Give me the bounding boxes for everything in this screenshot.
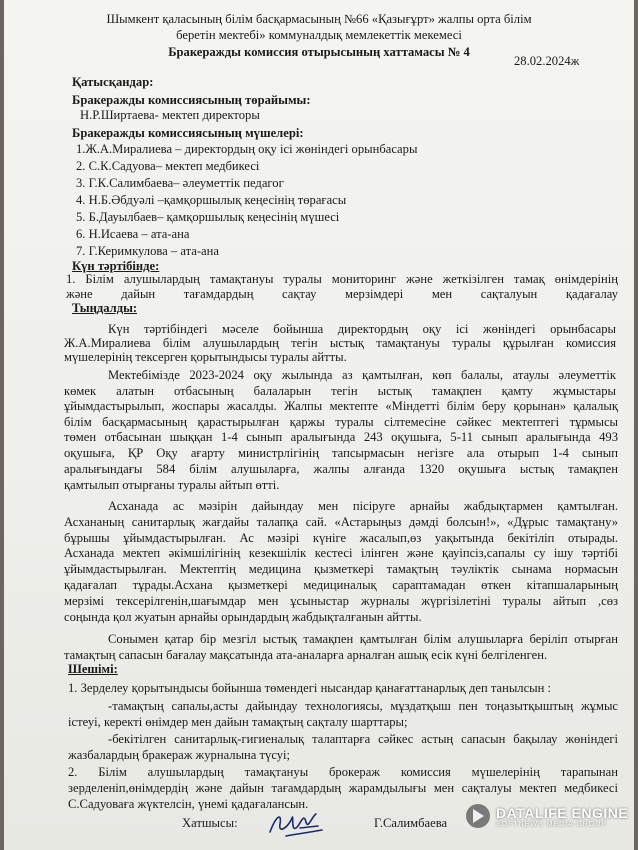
body-line: ұйымдастырылып, жоспары жасалды. Жалпы мектепте «Міндетті білім беру қорынан» қалалық bbox=[64, 399, 618, 413]
play-logo-icon bbox=[466, 804, 490, 828]
listened-heading: Тыңдалды: bbox=[72, 301, 138, 315]
body-line: қамтылып отырғаны туралы айтып өтті. bbox=[64, 478, 280, 492]
secretary-label: Хатшысы: bbox=[182, 816, 238, 830]
document-date: 28.02.2024ж bbox=[514, 54, 580, 68]
watermark-main: DATALIFE ENGINE bbox=[496, 804, 629, 821]
body-line: қадағалап тұрады.Асхана қызметкері медициналық сараптамадан өткен кітапшаларының bbox=[64, 578, 618, 592]
body-line: Асханада мектеп әкімшілігінің кезекшілік кестесі ілінген және қауіпсіз,сапалы су ішу тәртібі bbox=[64, 546, 618, 560]
body-line: мерзімі тексерілгенін,шағымдар мен ұсыныстар журналы жүргізілетіні туралы айтып ,сөз bbox=[64, 594, 618, 608]
body-line: мүшелерінің тексерген қорытындысы туралы айтты. bbox=[64, 350, 347, 364]
header-line-1: Шымкент қаласының білім басқармасының №66 «Қазығұрт» жалпы орта білім bbox=[106, 12, 532, 26]
body-line: ұйымдастырылған. Мектептің медицина қызметкері тамақтың тәуліктік сынама нормасын bbox=[64, 562, 618, 576]
decision-line: жазбалардың бракераж журналына түсуі; bbox=[68, 748, 291, 762]
body-line: тамақтың сапасын бағалау мақсатында ата-аналарға арналған ашық есік күні белгіленген. bbox=[64, 648, 548, 662]
document-title: Бракеражды комиссия отырысының хаттамасы № 4 bbox=[168, 45, 470, 59]
chair-name: Н.Р.Ширтаева- мектеп директоры bbox=[80, 108, 260, 122]
members-heading: Бракеражды комиссиясының мүшелері: bbox=[72, 126, 304, 140]
member-item: 7. Г.Керимкулова – ата-ана bbox=[76, 244, 219, 258]
member-item: 5. Б.Дауылбаев– қамқоршылық кеңесінің мүшесі bbox=[76, 210, 340, 224]
watermark bbox=[466, 798, 634, 834]
agenda-line: және дайын тағамдардың сақтау мерзімдері мен сақталуын қадағалау bbox=[66, 287, 618, 301]
decision-line: 2. Білім алушылардың тамақтануы брокераж комиссия мүшелерінің тарапынан bbox=[68, 765, 618, 779]
member-item: 1.Ж.А.Миралиева – директордың оқу ісі жөніндегі орынбасары bbox=[76, 142, 418, 156]
member-item: 4. Н.Б.Әбдуәлі –қамқоршылық кеңесінің төрағасы bbox=[76, 193, 347, 207]
body-line: білім басқармасының қарастырылған қаржы туралы сілтемесіне сәйкес мектептегі тұрмысы bbox=[64, 415, 618, 429]
participants-heading: Қатысқандар: bbox=[72, 75, 154, 89]
agenda-heading: Күн тәртібінде: bbox=[72, 259, 160, 273]
decision-line: 1. Зерделеу қорытындысы бойынша төмендегі нысандар қанағаттанарлық деп танылсын : bbox=[68, 681, 552, 695]
header-line-2: беретін мектебі» коммуналдық мемлекеттік мекемесі bbox=[176, 28, 462, 42]
member-item: 2. С.К.Садуова– мектеп медбикесі bbox=[76, 159, 260, 173]
body-line: Ж.А.Миралиева білім алушылардың тегін ыстық тамақтануы туралы құрылған комиссия bbox=[64, 336, 616, 350]
body-line: оқушыға, ҚР Оқу ағарту министрлігінің тапсырмасын негізге ала отырып 1-4 сынып bbox=[64, 446, 618, 460]
decision-heading: Шешімі: bbox=[68, 662, 118, 676]
body-line: Асханада ас мәзірін дайындау мен пісіруге арнайы жабдықтармен қамтылған. bbox=[108, 499, 618, 513]
secretary-name: Г.Салимбаева bbox=[374, 816, 448, 830]
body-line: Асхананың санитарлық жағдайы талапқа сай. «Астарыңыз дәмді болсын!», «Дұрыс тамақтану» bbox=[64, 515, 618, 529]
decision-line: -тамақтың сапалы,асты дайындау технологиясы, мұздатқыш пен тоңазытқыштың жұмыс bbox=[108, 699, 618, 713]
body-line: бұрышы ұйымдастырылған. Ас мәзірі күніге жасалып,өз уақытында бекітіліп отырады. bbox=[64, 531, 618, 545]
decision-line: істеуі, керекті өнімдер мен дайын тамақтың сақталу шарттары; bbox=[68, 715, 408, 729]
body-line: Мектебімізде 2023-2024 оқу жылында аз қамтылған, көп балалы, атаулы әлеуметтік bbox=[108, 368, 616, 382]
body-line: Сонымен қатар бір мезгіл ыстық тамақпен қамтылған білім алушыларға беріліп отырған bbox=[108, 632, 618, 646]
decision-line: -бекітілген санитарлық-гигиеналық талаптарға сәйкес астың сапасын бақылау жөніндегі bbox=[108, 732, 618, 746]
body-line: аралығындағы 584 білім алушыларға, жалпы алғанда 1320 оқушыға ыстық тамақпен bbox=[64, 462, 618, 476]
decision-line: зерделеніп,өнімдердің және дайын тағамдардың жарамдылығы мен сақталуы мектеп медбикесі bbox=[68, 781, 618, 795]
member-item: 6. Н.Исаева – ата-ана bbox=[76, 227, 190, 241]
body-line: көмек алатын отбасының балаларын тегін ыстық тамақпен қамту жұмыстары bbox=[64, 384, 616, 398]
body-line: төмен отбасынан шыққан 1-4 сынып аралығында 243 оқушыға, 5-11 сынып аралығында 493 bbox=[64, 430, 618, 444]
member-item: 3. Г.К.Салимбаева– әлеуметтік педагог bbox=[76, 176, 284, 190]
decision-line: С.Садуоваға жүктелсін, үнемі қадағалансын. bbox=[68, 797, 309, 811]
document-page bbox=[4, 0, 634, 850]
watermark-sub: SOFTNEWS MEDIA GROUP bbox=[496, 820, 608, 828]
chair-heading: Бракеражды комиссиясының төрайымы: bbox=[72, 93, 311, 107]
agenda-line: 1. Білім алушылардың тамақтануы туралы мониторинг және жеткізілген тамақ өнімдерінің bbox=[66, 272, 618, 286]
body-line: соңында қол жуатын арнайы орындардың жабдықталғанын айтты. bbox=[64, 610, 422, 624]
body-line: Күн тәртібіндегі мәселе бойынша директордың оқу ісі жөніндегі орынбасары bbox=[108, 322, 616, 336]
signature-image bbox=[266, 806, 326, 842]
